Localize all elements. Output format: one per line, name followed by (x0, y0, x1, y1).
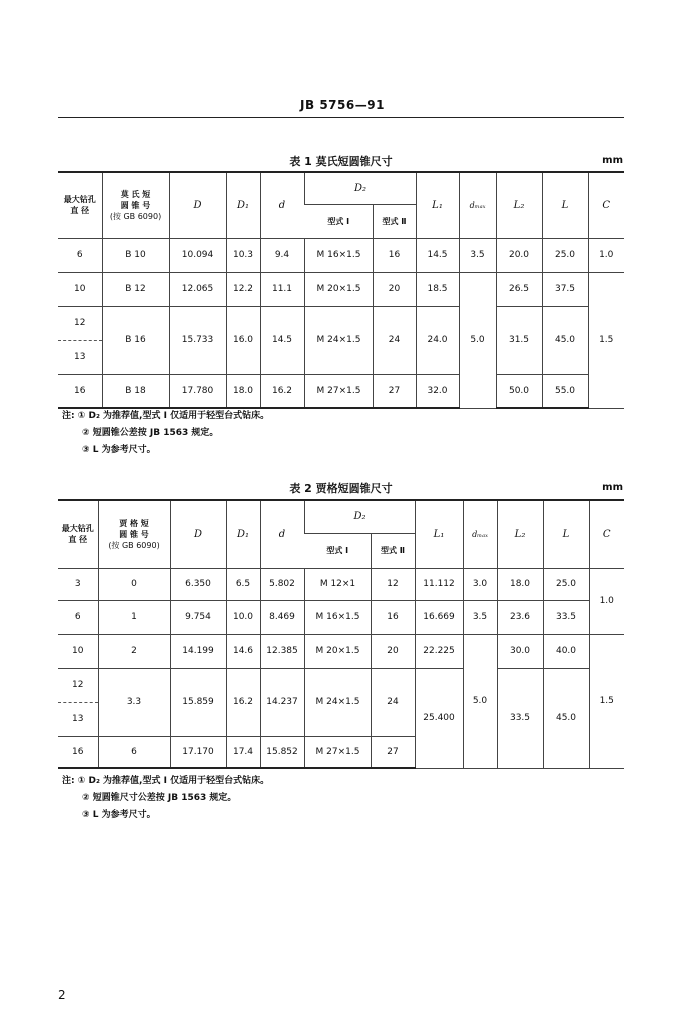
cell: 13 (58, 702, 98, 736)
cell: 3.0 (463, 568, 497, 600)
t1-head-max-drill (58, 172, 102, 238)
table-row (58, 374, 624, 408)
cell: M 16×1.5 (304, 600, 371, 634)
cell: 20 (373, 272, 416, 306)
cell: 18.0 (497, 568, 543, 600)
t2-head-D2: D₂ (304, 500, 415, 533)
note-item: ② 短圆锥公差按 JB 1563 规定。 (82, 428, 219, 438)
document-header: JB 5756—91 (300, 98, 385, 112)
cell: 6.350 (170, 568, 226, 600)
cell: 9.754 (170, 600, 226, 634)
cell: 25.0 (543, 568, 589, 600)
cell: 12 (74, 318, 86, 328)
cell: 2 (98, 634, 170, 668)
cell: 16 (58, 736, 98, 768)
cell: M 12×1 (304, 568, 371, 600)
table1-caption: 表 1 莫氏短圆锥尺寸 (289, 155, 393, 168)
cell: 18.0 (226, 374, 260, 408)
t1-head-type1: 型式 Ⅰ (304, 204, 373, 238)
cell: 10 (58, 634, 98, 668)
cell: 30.0 (497, 634, 543, 668)
table-row (58, 600, 624, 634)
cell: 45.0 (542, 306, 588, 374)
cell: 14.6 (226, 634, 260, 668)
table-row (58, 668, 624, 702)
cell: 33.5 (497, 668, 543, 768)
t2-head-taper-no (98, 500, 170, 568)
cell: 13 (58, 340, 102, 374)
cell: M 24×1.5 (304, 306, 373, 374)
cell: 16.0 (226, 306, 260, 374)
cell: 12 (72, 680, 84, 690)
cell: 25.0 (542, 238, 588, 272)
note-item: ③ L 为参考尺寸。 (82, 445, 156, 455)
t1-head-L2: L₂ (496, 172, 542, 238)
cell: 5.0 (459, 272, 496, 408)
cell: 14.5 (416, 238, 459, 272)
cell: 9.4 (260, 238, 304, 272)
cell: 6 (98, 736, 170, 768)
cell: 17.780 (169, 374, 226, 408)
cell: 3.5 (463, 600, 497, 634)
cell: 5.0 (463, 634, 497, 768)
cell: 0 (98, 568, 170, 600)
cell: 25.400 (415, 668, 463, 768)
cell: B 10 (102, 238, 169, 272)
cell: 3.5 (459, 238, 496, 272)
cell: 16 (373, 238, 416, 272)
t1-head-D1: D₁ (226, 172, 260, 238)
cell: 12.065 (169, 272, 226, 306)
cell: 20 (371, 634, 415, 668)
cell: 10.0 (226, 600, 260, 634)
t1-head-taper-no-l3: (按 GB 6090) (109, 211, 162, 221)
note-item: 注: ① D₂ 为推荐值,型式 Ⅰ 仅适用于轻型台式钻床。 (62, 411, 270, 421)
t2-head-max-drill-l2: 直 径 (68, 535, 88, 545)
cell: 8.469 (260, 600, 304, 634)
cell: B 16 (102, 306, 169, 374)
cell: 15.859 (170, 668, 226, 736)
table1 (58, 171, 624, 409)
t2-head-C: C (589, 500, 624, 568)
cell: 27 (371, 736, 415, 768)
cell: 11.112 (415, 568, 463, 600)
cell: 12.2 (226, 272, 260, 306)
header-rule (58, 117, 624, 118)
note-item: ② 短圆锥尺寸公差按 JB 1563 规定。 (82, 793, 237, 803)
table-row (58, 634, 624, 668)
t1-head-dmax: dₘₐₓ (459, 172, 496, 238)
t2-head-D1: D₁ (226, 500, 260, 568)
cell: 50.0 (496, 374, 542, 408)
t1-head-d: d (260, 172, 304, 238)
cell: 15.733 (169, 306, 226, 374)
cell: 12 (371, 568, 415, 600)
cell: 20.0 (496, 238, 542, 272)
table-row (58, 306, 624, 340)
table-row (58, 238, 624, 272)
table-row (58, 272, 624, 306)
cell: 31.5 (496, 306, 542, 374)
cell: 12.385 (260, 634, 304, 668)
cell: 24 (373, 306, 416, 374)
cell: 40.0 (543, 634, 589, 668)
cell: 37.5 (542, 272, 588, 306)
cell: 5.802 (260, 568, 304, 600)
cell: 33.5 (543, 600, 589, 634)
cell: 26.5 (496, 272, 542, 306)
cell: 22.225 (415, 634, 463, 668)
cell: 10.3 (226, 238, 260, 272)
t2-head-taper-no-l3: (按 GB 6090) (108, 540, 160, 550)
t1-head-taper-no (102, 172, 169, 238)
t1-head-L1: L₁ (416, 172, 459, 238)
cell: 6 (58, 238, 102, 272)
cell: 16.2 (226, 668, 260, 736)
table-row (58, 568, 624, 600)
cell: 10.094 (169, 238, 226, 272)
cell: M 20×1.5 (304, 634, 371, 668)
cell: 14.237 (260, 668, 304, 736)
t2-head-dmax: dₘₐₓ (463, 500, 497, 568)
cell: 27 (373, 374, 416, 408)
t2-head-L2: L₂ (497, 500, 543, 568)
cell: M 27×1.5 (304, 374, 373, 408)
cell: 55.0 (542, 374, 588, 408)
t2-head-type1: 型式 Ⅰ (304, 533, 371, 568)
t1-head-D: D (169, 172, 226, 238)
cell: 16 (371, 600, 415, 634)
cell: 1.5 (589, 634, 624, 768)
cell: 3 (58, 568, 98, 600)
cell: 18.5 (416, 272, 459, 306)
cell: 6 (58, 600, 98, 634)
cell: 17.170 (170, 736, 226, 768)
t1-head-max-drill-l1: 最大钻孔 (63, 195, 96, 205)
cell: B 12 (102, 272, 169, 306)
cell: 32.0 (416, 374, 459, 408)
cell: M 24×1.5 (304, 668, 371, 736)
cell: 15.852 (260, 736, 304, 768)
t1-head-max-drill-l2: 直 径 (70, 206, 90, 216)
t2-head-L: L (543, 500, 589, 568)
t2-head-taper-no-l2: 圆 锥 号 (119, 529, 149, 539)
cell: 6.5 (226, 568, 260, 600)
cell: M 20×1.5 (304, 272, 373, 306)
cell: 24.0 (416, 306, 459, 374)
table1-notes (62, 408, 269, 459)
cell: 1.0 (588, 238, 624, 272)
cell: 16.2 (260, 374, 304, 408)
table2-caption: 表 2 贾格短圆锥尺寸 (289, 482, 393, 495)
note-item: 注: ① D₂ 为推荐值,型式 Ⅰ 仅适用于轻型台式钻床。 (62, 776, 270, 786)
t2-head-type2: 型式 Ⅱ (371, 533, 415, 568)
cell: 16.669 (415, 600, 463, 634)
page-number: 2 (58, 988, 66, 1002)
t1-head-taper-no-l2: 圆 锥 号 (120, 200, 151, 210)
t1-head-taper-no-l1: 莫 氏 短 (120, 189, 151, 199)
t2-head-L1: L₁ (415, 500, 463, 568)
cell: 17.4 (226, 736, 260, 768)
cell: 16 (58, 374, 102, 408)
cell: M 27×1.5 (304, 736, 371, 768)
table2 (58, 499, 624, 769)
t2-head-D: D (170, 500, 226, 568)
cell: 3.3 (98, 668, 170, 736)
note-item: ③ L 为参考尺寸。 (82, 810, 156, 820)
t2-head-d: d (260, 500, 304, 568)
cell: 14.199 (170, 634, 226, 668)
cell: B 18 (102, 374, 169, 408)
t1-head-C: C (588, 172, 624, 238)
t2-head-max-drill (58, 500, 98, 568)
t2-head-taper-no-l1: 贾 格 短 (119, 518, 149, 528)
cell: 1.5 (588, 272, 624, 408)
table2-notes (62, 773, 269, 824)
cell: 1 (98, 600, 170, 634)
cell: M 16×1.5 (304, 238, 373, 272)
table2-unit: mm (602, 482, 623, 493)
cell: 1.0 (589, 568, 624, 634)
cell: 23.6 (497, 600, 543, 634)
t1-head-type2: 型式 Ⅱ (373, 204, 416, 238)
cell: 14.5 (260, 306, 304, 374)
cell: 24 (371, 668, 415, 736)
cell: 10 (58, 272, 102, 306)
table1-unit: mm (602, 155, 623, 166)
cell: 45.0 (543, 668, 589, 768)
t1-head-L: L (542, 172, 588, 238)
t2-head-max-drill-l1: 最大钻孔 (61, 524, 94, 534)
t1-head-D2: D₂ (304, 172, 416, 204)
cell: 11.1 (260, 272, 304, 306)
